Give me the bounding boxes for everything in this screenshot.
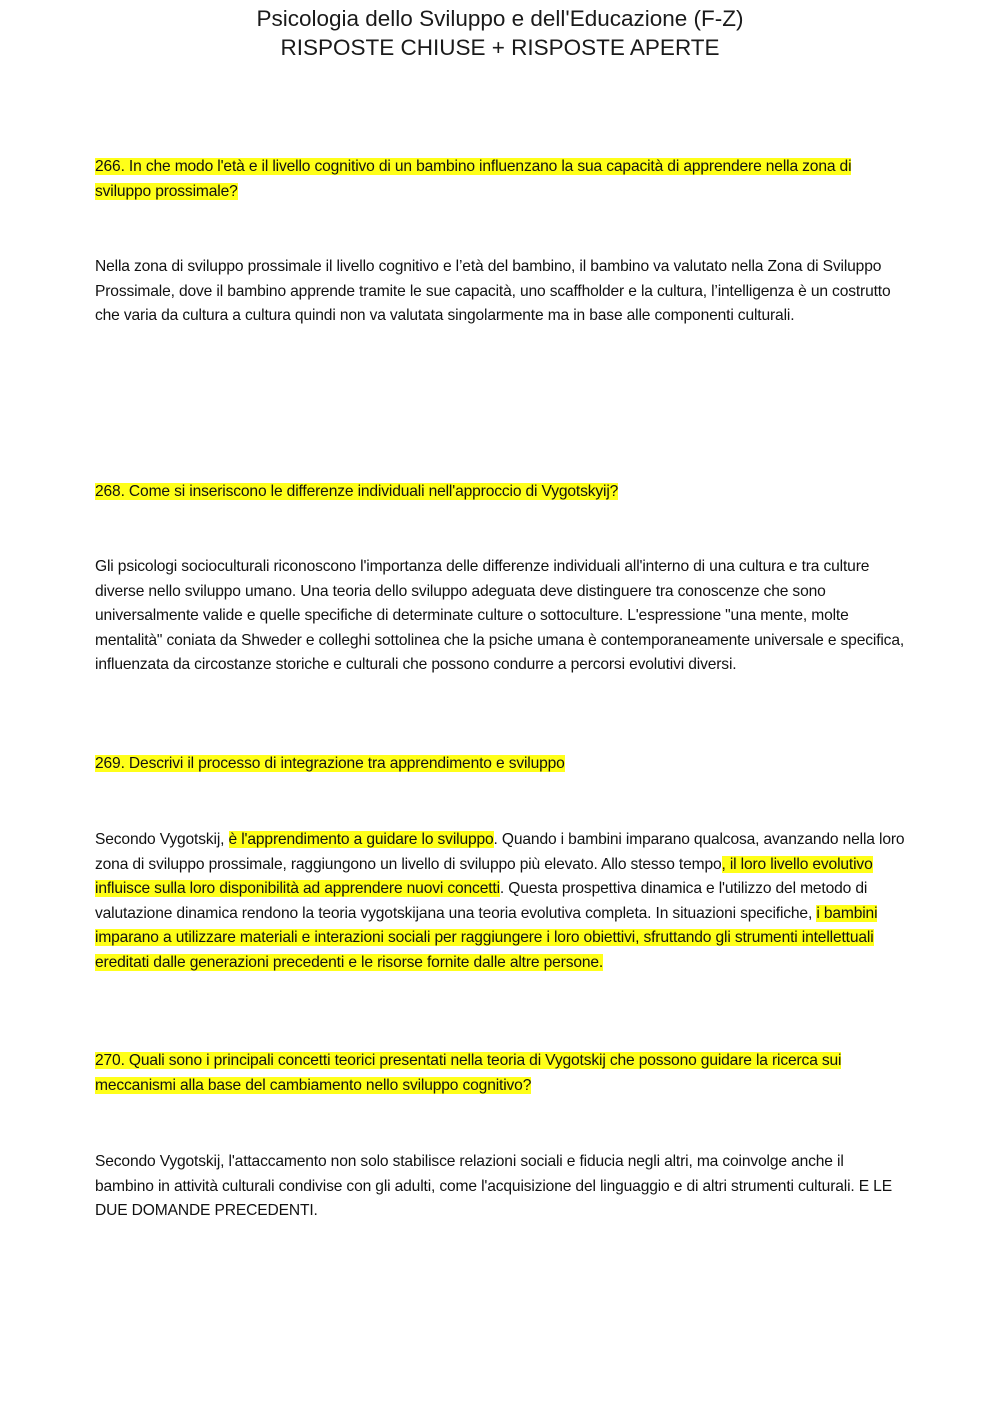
question-270 <box>95 1049 905 1098</box>
question-268-text: 268. Come si inseriscono le differenze individuali nell'approccio di Vygotskyij? <box>95 483 619 500</box>
answer-269-highlight-2: , il loro livello evolutivo influisce sulla loro disponibilità ad apprendere nuovi concetti <box>95 855 873 897</box>
answer-268: Gli psicologi socioculturali riconoscono l'importanza delle differenze individuali all'interno di una cultura e tra culture diverse nello sviluppo umano. Una teoria dello sviluppo adeguata deve distinguere tra conoscenze che sono universalmente valide e quelle specifiche di determinate culture o sottoculture. L'espressione "una mente, molte mentalità" coniata da Shweder e colleghi sottolinea che la psiche umana è contemporaneamente universale e specifica, influenzata da circostanze storiche e culturali che possono condurre a percorsi evolutivi diversi. <box>95 558 905 673</box>
answer-266: Nella zona di sviluppo prossimale il livello cognitivo e l’età del bambino, il bambino va valutato nella Zona di Sviluppo Prossimale, dove il bambino apprende tramite le sue capacità, uno scaffholder e la cultura, l’intelligenza è un costrutto che varia da cultura a cultura quindi non va valutata singolarmente ma in base alle componenti culturali. <box>95 258 891 324</box>
answer-270: Secondo Vygotskij, l'attaccamento non solo stabilisce relazioni sociali e fiducia negli altri, ma coinvolge anche il bambino in attività culturali condivise con gli adulti, come l'acquisizione del linguaggio e di altri strumenti culturali. E LE DUE DOMANDE PRECEDENTI. <box>95 1153 892 1219</box>
question-266-text: 266. In che modo l'età e il livello cognitivo di un bambino influenzano la sua capacità di apprendere nella zona di sviluppo prossimale? <box>95 158 852 200</box>
document-subtitle: RISPOSTE CHIUSE + RISPOSTE APERTE <box>280 35 720 60</box>
answer-269-part-2: . Quando i bambini imparano qualcosa, avanzando nella loro zona di sviluppo prossimale, raggiungono un livello di sviluppo più elevato. Allo stesso tempo <box>95 831 905 873</box>
question-266 <box>95 155 905 204</box>
answer-269-part-1: Secondo Vygotskij, <box>95 831 229 848</box>
answer-269-highlight-1: è l'apprendimento a guidare lo sviluppo <box>228 831 494 848</box>
document-title: Psicologia dello Sviluppo e dell'Educazione (F-Z) <box>256 6 744 31</box>
question-269 <box>95 752 905 777</box>
answer-269 <box>95 828 905 975</box>
document-header <box>0 4 1000 62</box>
question-268 <box>95 480 905 505</box>
question-269-text: 269. Descrivi il processo di integrazione tra apprendimento e sviluppo <box>95 755 565 772</box>
answer-269-part-3: . Questa prospettiva dinamica e l'utilizzo del metodo di valutazione dinamica rendono la teoria vygotskijana una teoria evolutiva completa. In situazioni specifiche, <box>95 880 868 922</box>
question-270-text: 270. Quali sono i principali concetti teorici presentati nella teoria di Vygotskij che possono guidare la ricerca sui meccanismi alla base del cambiamento nello sviluppo cognitivo? <box>95 1052 842 1094</box>
answer-269-highlight-3: i bambini imparano a utilizzare materiali e interazioni sociali per raggiungere i loro obiettivi, sfruttando gli strumenti intellettuali ereditati dalle generazioni precedenti e le risorse fornite dalle altre persone. <box>95 904 878 971</box>
